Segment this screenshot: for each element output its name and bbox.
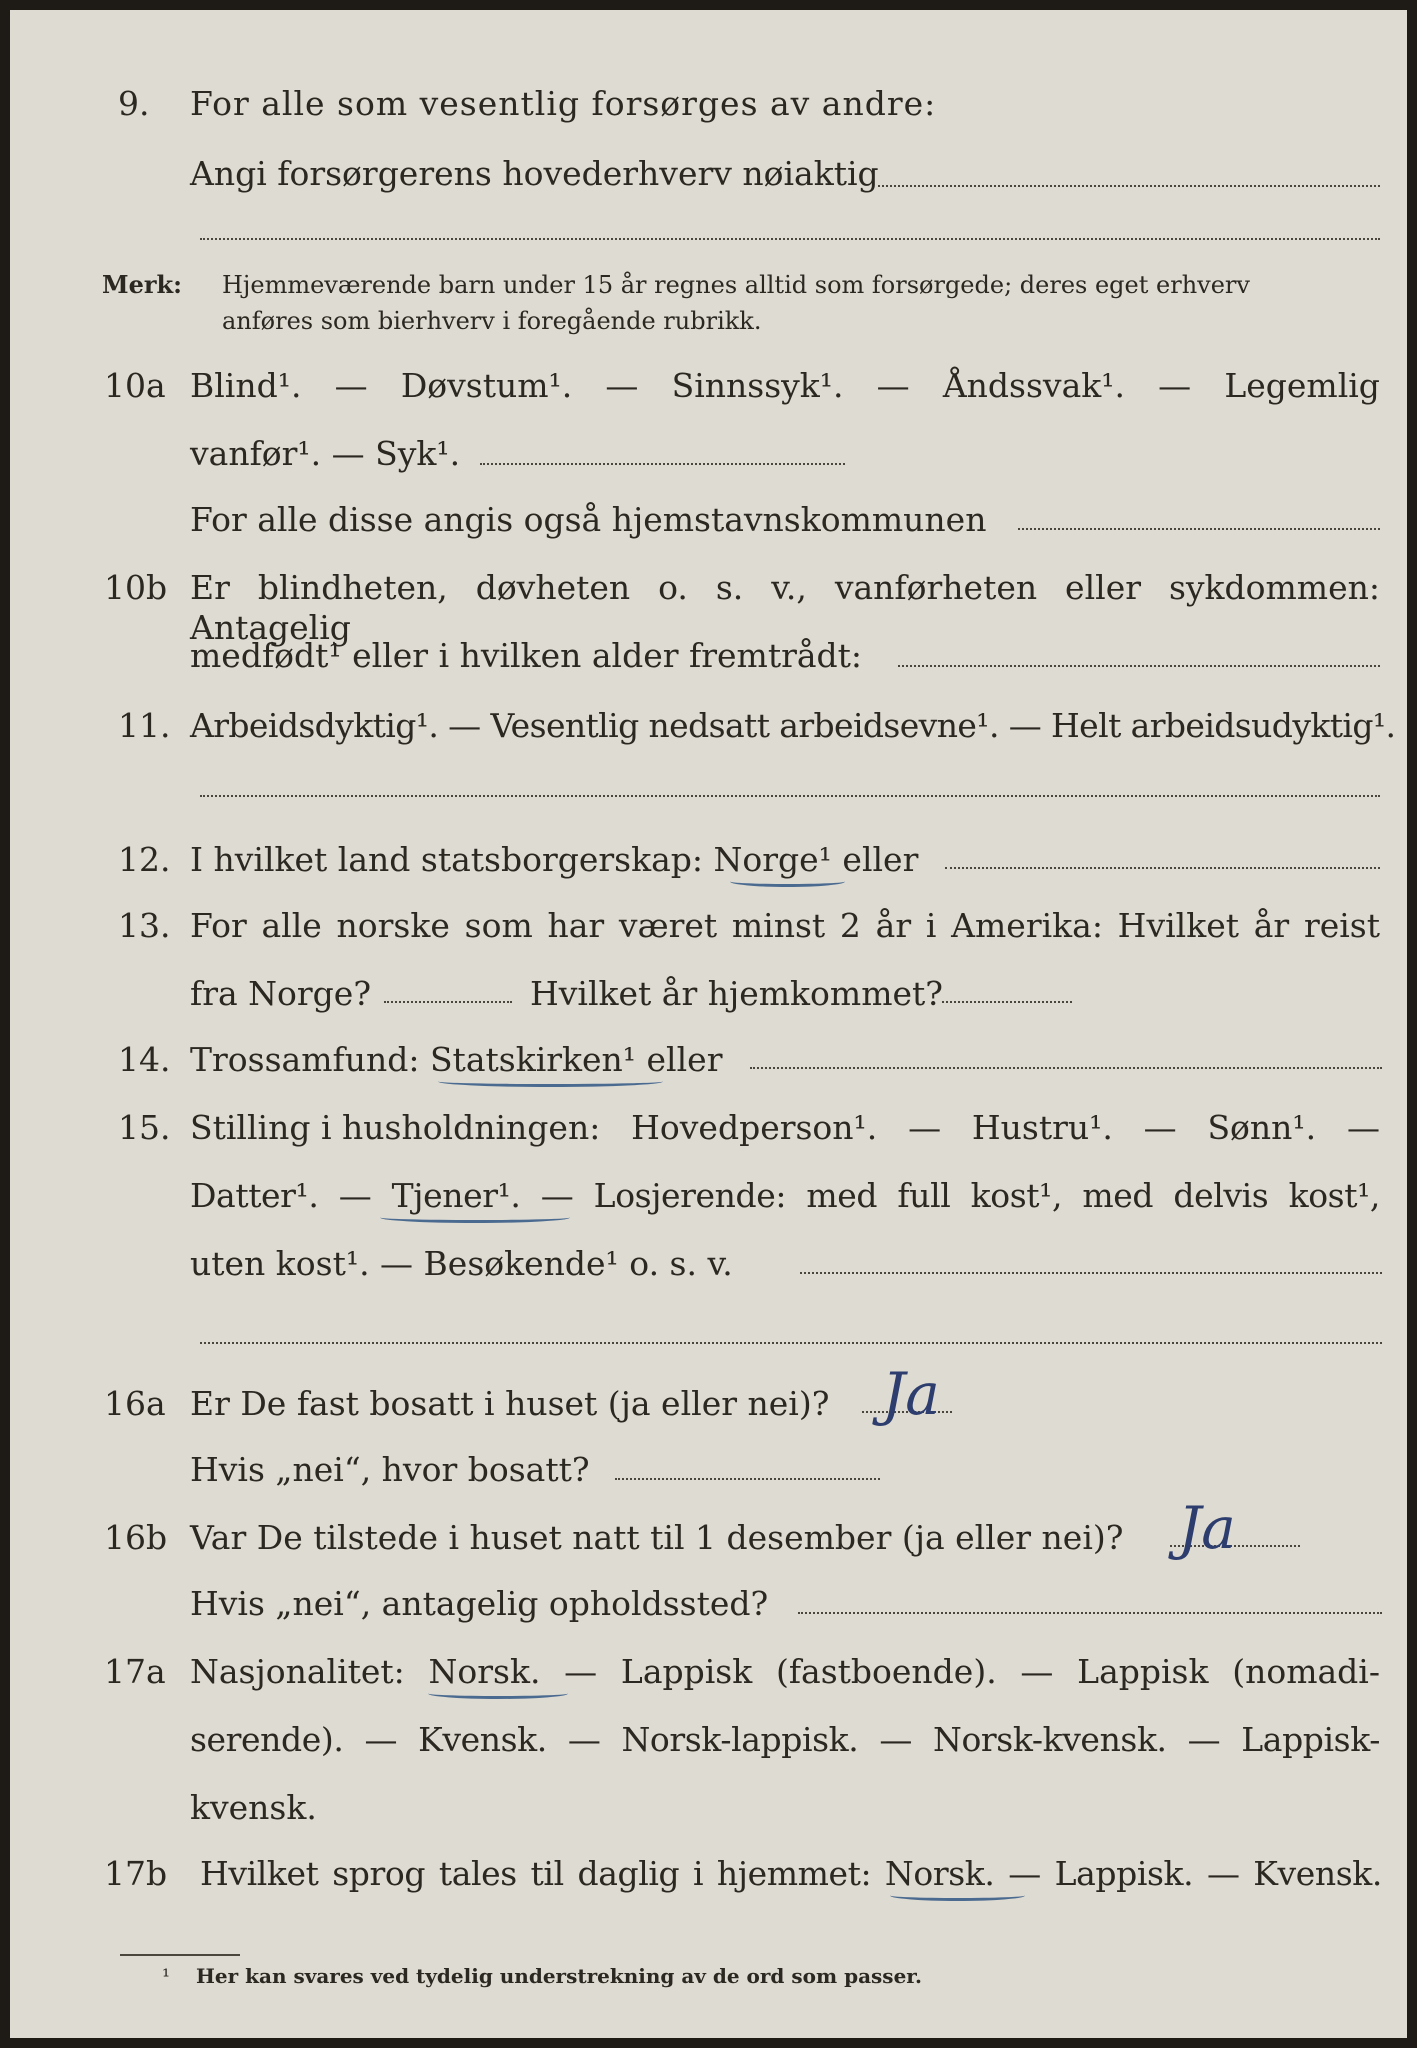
q15-sonn[interactable]: Sønn¹. — [1207, 1108, 1317, 1147]
q17a-line2: serende). — Kvensk. — Norsk-lappisk. — Norsk-kvensk. — Lappisk- — [190, 1720, 1380, 1759]
q17a-line3: kvensk. — [190, 1788, 317, 1827]
q15-hovedperson[interactable]: Hovedperson¹. — [631, 1108, 878, 1147]
note-label: Merk: — [102, 270, 182, 299]
q16a-number: 16a — [104, 1384, 166, 1423]
q11-line1: Arbeidsdyktig¹. — Vesentlig nedsatt arbeidsevne¹. — Helt arbeidsudyktig¹. — [190, 706, 1396, 745]
q15-answer-field[interactable] — [800, 1272, 1382, 1274]
footnote-text: Her kan svares ved tydelig understrekning av de ord som passer. — [196, 1964, 922, 1988]
q15-underline-mark — [380, 1212, 570, 1223]
q15-line1 — [190, 1108, 1380, 1148]
q16a-handwritten-answer: Ja — [882, 1360, 940, 1428]
q15-line3: uten kost¹. — Besøkende¹ o. s. v. — [190, 1244, 733, 1283]
q17a-number: 17a — [104, 1652, 166, 1691]
q10a-line1 — [190, 366, 1380, 406]
q9-line1: For alle som vesentlig forsørges av andre: — [190, 84, 937, 123]
q14-line1 — [190, 1040, 722, 1080]
q12-norge-option[interactable]: Norge¹ — [713, 840, 832, 879]
q14-statskirken-option[interactable]: Statskirken¹ — [429, 1040, 637, 1079]
q10a-andssvak[interactable]: Åndssvak¹. — [942, 366, 1125, 405]
q17a-line1: Nasjonalitet: Norsk. — Lappisk (fastboende). — Lappisk (nomadi- — [190, 1652, 1380, 1691]
q16a-line2: Hvis „nei“, hvor bosatt? — [190, 1450, 590, 1489]
q12-answer-field[interactable] — [945, 867, 1380, 869]
q13-line2a: fra Norge? — [190, 974, 372, 1013]
q13-year-left-field[interactable] — [384, 1001, 512, 1003]
q11-number: 11. — [118, 706, 171, 745]
q10a-sinnssyk[interactable]: Sinnssyk¹. — [671, 366, 844, 405]
q10a-dash1: — — [334, 366, 368, 405]
q13-line2b: Hvilket år hjemkommet? — [530, 974, 943, 1013]
q14-eller: eller — [646, 1040, 723, 1079]
q12-underline-mark — [730, 876, 845, 887]
note-line1: Hjemmeværende barn under 15 år regnes alltid som forsørgede; deres eget erhverv — [222, 271, 1250, 299]
q16b-number: 16b — [104, 1518, 168, 1557]
q13-line1: For alle norske som har været minst 2 år i Amerika: Hvilket år reist — [190, 906, 1380, 945]
q15-dash3: — — [1346, 1108, 1380, 1147]
footnote-rule — [120, 1954, 240, 1956]
form-page — [10, 10, 1407, 2038]
q14-number: 14. — [118, 1040, 171, 1079]
q10a-blind[interactable]: Blind¹. — [190, 366, 302, 405]
q10b-line2: medfødt¹ eller i hvilken alder fremtrådt: — [190, 636, 863, 675]
q13-number: 13. — [118, 906, 171, 945]
q16a-residence-field[interactable] — [615, 1478, 880, 1480]
q9-answer-line[interactable] — [200, 238, 1380, 240]
q11-answer-line[interactable] — [200, 795, 1380, 797]
q16b-line1: Var De tilstede i huset natt til 1 desember (ja eller nei)? — [190, 1518, 1124, 1557]
q17b-line1: Hvilket sprog tales til daglig i hjemmet: Norsk. — Lappisk. — Kvensk. — [200, 1854, 1382, 1893]
q12-label: I hvilket land statsborgerskap: — [190, 840, 704, 879]
q16b-line2: Hvis „nei“, antagelig opholdssted? — [190, 1584, 769, 1623]
q10a-answer-field[interactable] — [480, 463, 845, 465]
q17b-underline-mark — [890, 1890, 1025, 1901]
q10a-dash4: — — [1158, 366, 1192, 405]
q15-number: 15. — [118, 1108, 171, 1147]
q9-line2: Angi forsørgerens hovederhverv nøiaktig — [190, 154, 879, 193]
q10a-dash2: — — [605, 366, 639, 405]
q15-label: Stilling i husholdningen: — [190, 1108, 601, 1147]
note-line2: anføres som bierhverv i foregående rubrikk. — [222, 307, 762, 335]
q15-dash2: — — [1143, 1108, 1177, 1147]
q14-underline-mark — [438, 1076, 663, 1087]
q10b-number: 10b — [104, 568, 168, 607]
q15-answer-line[interactable] — [200, 1342, 1382, 1344]
q9-number: 9. — [118, 84, 150, 123]
q14-label: Trossamfund: — [190, 1040, 420, 1079]
q16b-whereabouts-field[interactable] — [798, 1612, 1382, 1614]
q10a-line2: vanfør¹. — Syk¹. — [190, 434, 461, 473]
q15-line2: Datter¹. — Tjener¹. — Losjerende: med full kost¹, med delvis kost¹, — [190, 1176, 1380, 1215]
q10a-hometown-field[interactable] — [1018, 528, 1380, 530]
q15-dash1: — — [908, 1108, 942, 1147]
q17b-number: 17b — [104, 1854, 168, 1893]
q10a-dash3: — — [876, 366, 910, 405]
q10a-legemlig[interactable]: Legemlig — [1224, 366, 1380, 405]
q10a-dovstum[interactable]: Døvstum¹. — [400, 366, 573, 405]
q12-number: 12. — [118, 840, 171, 879]
q15-hustru[interactable]: Hustru¹. — [971, 1108, 1113, 1147]
q10b-answer-field[interactable] — [898, 665, 1380, 667]
q10a-line3: For alle disse angis også hjemstavnskommunen — [190, 500, 987, 539]
q17a-underline-mark — [428, 1688, 568, 1699]
q12-line1 — [190, 840, 918, 880]
q13-year-returned-field[interactable] — [942, 1001, 1072, 1003]
footnote-marker: ¹ — [162, 1964, 171, 1988]
q9-answer-field[interactable] — [878, 185, 1380, 187]
q12-eller: eller — [842, 840, 919, 879]
q16b-handwritten-answer: Ja — [1178, 1494, 1236, 1562]
q10a-number: 10a — [104, 366, 166, 405]
q14-answer-field[interactable] — [750, 1067, 1382, 1069]
q10b-line1: Er blindheten, døvheten o. s. v., vanførheten eller sykdommen: Antagelig — [190, 568, 1380, 647]
q16a-line1: Er De fast bosatt i huset (ja eller nei)? — [190, 1384, 830, 1423]
